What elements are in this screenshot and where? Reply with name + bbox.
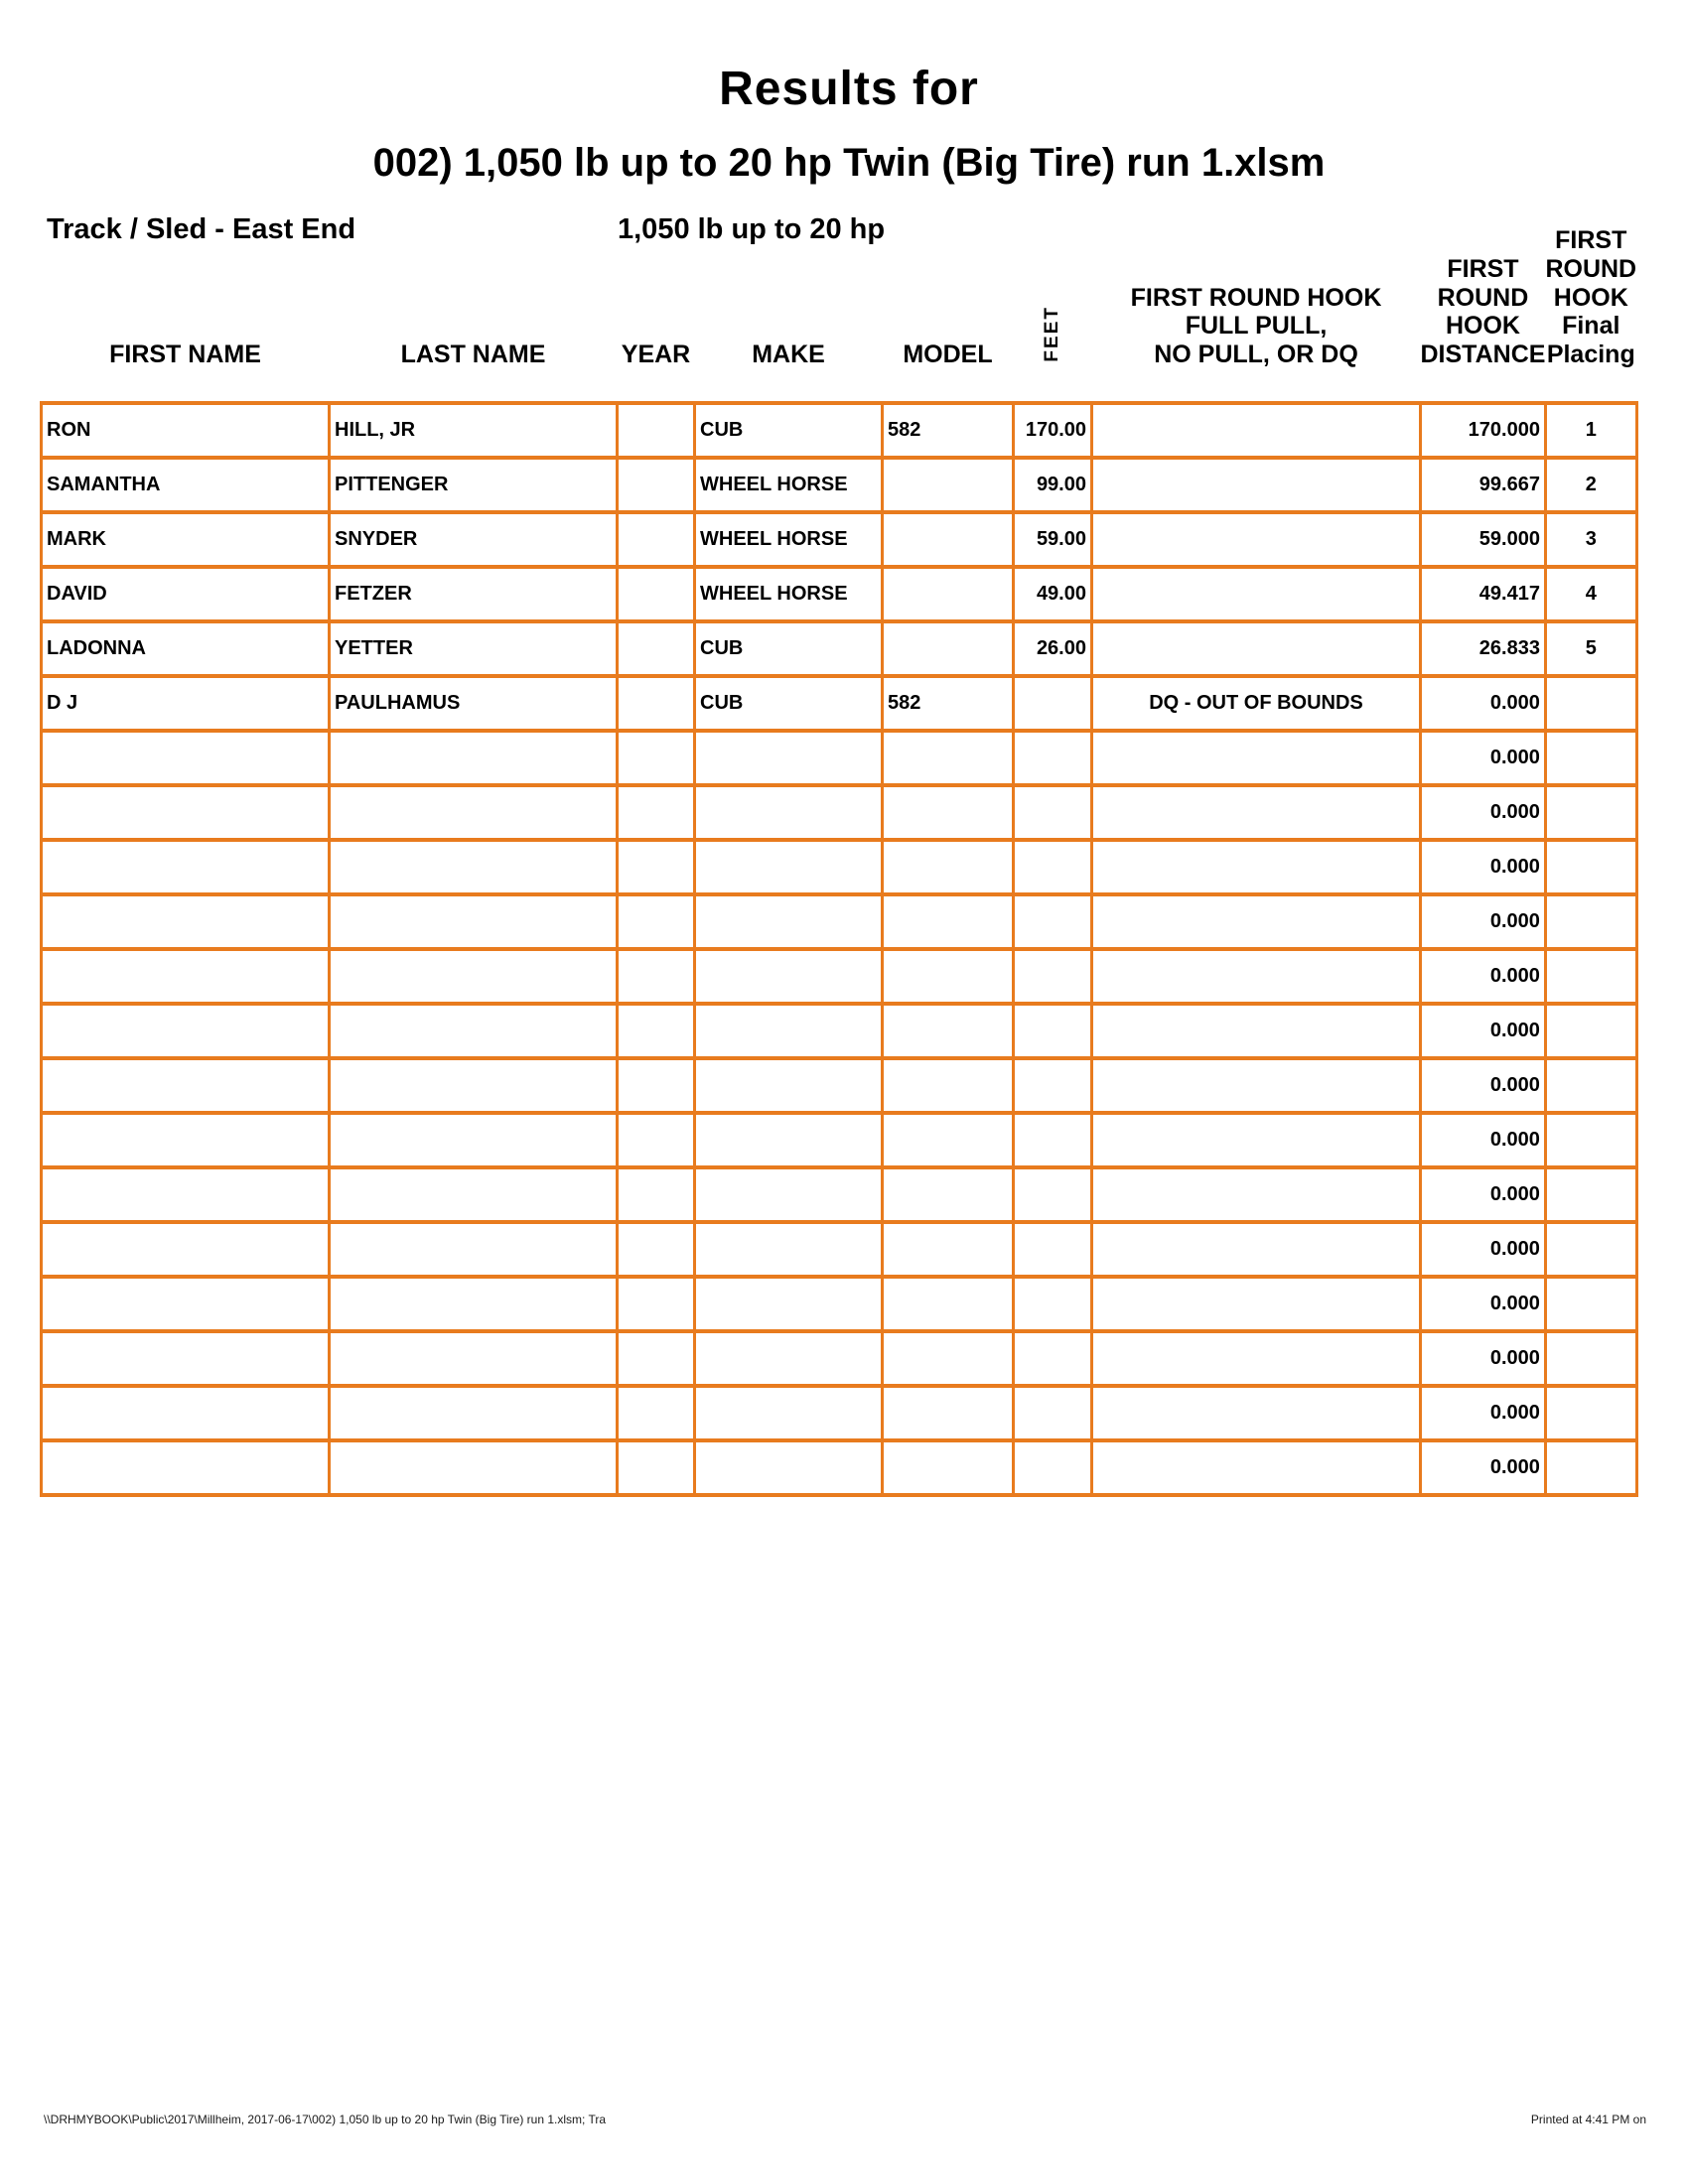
cell-hook-result [1092, 403, 1421, 458]
cell-model [883, 785, 1014, 840]
cell-make [695, 840, 883, 894]
cell-year [618, 458, 695, 512]
cell-hook-distance: 0.000 [1421, 894, 1546, 949]
final-placing-line: HOOK [1553, 283, 1628, 312]
cell-year [618, 731, 695, 785]
cell-last-name: PAULHAMUS [330, 676, 618, 731]
hook-distance-line: DISTANCE [1420, 341, 1546, 368]
table-row [42, 621, 1637, 676]
cell-final-placing [1545, 1004, 1636, 1058]
cell-make [695, 949, 883, 1004]
cell-hook-result [1092, 458, 1421, 512]
cell-hook-result [1092, 1004, 1421, 1058]
cell-model [883, 1331, 1014, 1386]
cell-last-name: SNYDER [330, 512, 618, 567]
table-row [42, 1058, 1637, 1113]
cell-make [695, 894, 883, 949]
cell-year [618, 1004, 695, 1058]
cell-make [695, 1222, 883, 1277]
cell-final-placing: 5 [1545, 621, 1636, 676]
table-row [42, 731, 1637, 785]
cell-first-name: D J [42, 676, 330, 731]
cell-hook-result [1092, 1331, 1421, 1386]
cell-hook-distance: 99.667 [1421, 458, 1546, 512]
cell-final-placing [1545, 949, 1636, 1004]
cell-hook-result [1092, 1058, 1421, 1113]
cell-hook-result [1092, 567, 1421, 621]
hook-distance-line: HOOK [1445, 312, 1520, 341]
cell-hook-distance: 0.000 [1421, 1113, 1546, 1167]
cell-make: WHEEL HORSE [695, 567, 883, 621]
cell-feet [1014, 949, 1092, 1004]
results-table [40, 226, 1638, 1497]
cell-year [618, 1386, 695, 1440]
cell-final-placing: 4 [1545, 567, 1636, 621]
table-row [42, 676, 1637, 731]
cell-last-name [330, 1058, 618, 1113]
cell-final-placing: 2 [1545, 458, 1636, 512]
cell-make: CUB [695, 621, 883, 676]
table-row [42, 894, 1637, 949]
cell-final-placing: 1 [1545, 403, 1636, 458]
cell-last-name [330, 731, 618, 785]
cell-final-placing [1545, 1386, 1636, 1440]
cell-last-name [330, 1440, 618, 1495]
cell-model [883, 621, 1014, 676]
cell-hook-distance: 0.000 [1421, 1331, 1546, 1386]
cell-hook-distance: 59.000 [1421, 512, 1546, 567]
cell-feet: 59.00 [1014, 512, 1092, 567]
cell-feet: 49.00 [1014, 567, 1092, 621]
cell-hook-distance: 0.000 [1421, 1277, 1546, 1331]
cell-last-name [330, 840, 618, 894]
cell-feet [1014, 1167, 1092, 1222]
cell-hook-distance: 170.000 [1421, 403, 1546, 458]
cell-year [618, 1440, 695, 1495]
table-row [42, 949, 1637, 1004]
cell-year [618, 1277, 695, 1331]
cell-year [618, 403, 695, 458]
cell-make: CUB [695, 403, 883, 458]
cell-feet [1014, 1058, 1092, 1113]
cell-hook-distance: 0.000 [1421, 785, 1546, 840]
cell-year [618, 894, 695, 949]
table-row [42, 403, 1637, 458]
cell-hook-distance: 49.417 [1421, 567, 1546, 621]
cell-last-name [330, 1386, 618, 1440]
hook-distance-line: FIRST [1447, 254, 1519, 283]
cell-feet [1014, 1222, 1092, 1277]
cell-feet: 99.00 [1014, 458, 1092, 512]
cell-final-placing [1545, 785, 1636, 840]
cell-model: 582 [883, 403, 1014, 458]
cell-make [695, 1386, 883, 1440]
footer-printed-at: Printed at 4:41 PM on [1530, 2113, 1646, 2126]
cell-last-name [330, 785, 618, 840]
cell-make [695, 785, 883, 840]
column-header-first-name: FIRST NAME [109, 341, 261, 368]
cell-model [883, 1058, 1014, 1113]
column-header-final-placing [1545, 226, 1636, 403]
cell-last-name [330, 894, 618, 949]
cell-model: 582 [883, 676, 1014, 731]
cell-model [883, 1386, 1014, 1440]
table-row [42, 840, 1637, 894]
footer-file-path: \\DRHMYBOOK\Public\2017\Millheim, 2017-06-17\002) 1,050 lb up to 20 hp Twin (Big Tire) run 1.xlsm; Tra [44, 2113, 607, 2126]
cell-last-name [330, 1113, 618, 1167]
cell-first-name [42, 785, 330, 840]
cell-feet [1014, 1113, 1092, 1167]
cell-model [883, 567, 1014, 621]
cell-hook-result [1092, 1222, 1421, 1277]
cell-year [618, 1058, 695, 1113]
cell-first-name [42, 1167, 330, 1222]
cell-first-name [42, 1331, 330, 1386]
page-subtitle: 002) 1,050 lb up to 20 hp Twin (Big Tire) run 1.xlsm [372, 141, 1326, 185]
cell-final-placing [1545, 1277, 1636, 1331]
cell-make [695, 1113, 883, 1167]
cell-hook-result [1092, 949, 1421, 1004]
table-row [42, 1004, 1637, 1058]
cell-first-name [42, 894, 330, 949]
cell-last-name [330, 949, 618, 1004]
header-row [42, 226, 1637, 403]
cell-first-name [42, 1440, 330, 1495]
cell-year [618, 676, 695, 731]
cell-feet: 26.00 [1014, 621, 1092, 676]
cell-year [618, 1222, 695, 1277]
cell-make [695, 1004, 883, 1058]
cell-year [618, 1167, 695, 1222]
track-sled-label: Track / Sled - East End [47, 213, 356, 245]
cell-hook-distance: 0.000 [1421, 949, 1546, 1004]
cell-last-name [330, 1277, 618, 1331]
hook-result-line: FIRST ROUND HOOK [1130, 283, 1382, 312]
cell-last-name [330, 1331, 618, 1386]
column-header-last-name: LAST NAME [400, 341, 546, 368]
column-header-year: YEAR [621, 341, 691, 368]
cell-first-name: DAVID [42, 567, 330, 621]
cell-final-placing [1545, 894, 1636, 949]
cell-year [618, 621, 695, 676]
cell-make: WHEEL HORSE [695, 458, 883, 512]
cell-model [883, 1113, 1014, 1167]
cell-model [883, 949, 1014, 1004]
cell-make [695, 1058, 883, 1113]
cell-make: WHEEL HORSE [695, 512, 883, 567]
cell-feet [1014, 676, 1092, 731]
cell-year [618, 840, 695, 894]
cell-feet: 170.00 [1014, 403, 1092, 458]
cell-feet [1014, 894, 1092, 949]
table-row [42, 567, 1637, 621]
cell-hook-result [1092, 512, 1421, 567]
cell-first-name: SAMANTHA [42, 458, 330, 512]
cell-feet [1014, 1440, 1092, 1495]
cell-model [883, 840, 1014, 894]
cell-make [695, 731, 883, 785]
cell-model [883, 1004, 1014, 1058]
hook-distance-line: ROUND [1437, 283, 1529, 312]
cell-first-name [42, 1004, 330, 1058]
cell-last-name: PITTENGER [330, 458, 618, 512]
column-header-hook-distance [1421, 226, 1546, 403]
cell-hook-result: DQ - OUT OF BOUNDS [1092, 676, 1421, 731]
cell-model [883, 458, 1014, 512]
cell-first-name [42, 1277, 330, 1331]
table-row [42, 785, 1637, 840]
cell-feet [1014, 1004, 1092, 1058]
cell-year [618, 1331, 695, 1386]
cell-hook-distance: 0.000 [1421, 1058, 1546, 1113]
cell-hook-result [1092, 785, 1421, 840]
cell-hook-distance: 0.000 [1421, 1440, 1546, 1495]
table-row [42, 512, 1637, 567]
hook-result-line: NO PULL, OR DQ [1154, 341, 1358, 368]
cell-first-name [42, 1386, 330, 1440]
cell-model [883, 512, 1014, 567]
column-header-model: MODEL [903, 341, 993, 368]
final-placing-line: Final [1562, 312, 1620, 341]
cell-final-placing [1545, 1058, 1636, 1113]
cell-year [618, 785, 695, 840]
column-header-hook-result [1092, 226, 1421, 403]
cell-model [883, 731, 1014, 785]
cell-feet [1014, 1331, 1092, 1386]
cell-final-placing [1545, 731, 1636, 785]
cell-hook-result [1092, 1277, 1421, 1331]
cell-hook-result [1092, 621, 1421, 676]
cell-final-placing [1545, 1222, 1636, 1277]
cell-final-placing [1545, 1113, 1636, 1167]
cell-last-name [330, 1222, 618, 1277]
page-title: Results for [719, 63, 979, 115]
final-placing-line: ROUND [1545, 254, 1637, 283]
cell-last-name: FETZER [330, 567, 618, 621]
cell-model [883, 1440, 1014, 1495]
cell-feet [1014, 840, 1092, 894]
cell-feet [1014, 785, 1092, 840]
cell-last-name: HILL, JR [330, 403, 618, 458]
cell-final-placing [1545, 1331, 1636, 1386]
cell-hook-result [1092, 731, 1421, 785]
cell-model [883, 1222, 1014, 1277]
cell-model [883, 1167, 1014, 1222]
cell-feet [1014, 1386, 1092, 1440]
hook-result-line: FULL PULL, [1185, 312, 1328, 341]
cell-hook-result [1092, 1386, 1421, 1440]
cell-hook-distance: 26.833 [1421, 621, 1546, 676]
cell-last-name [330, 1004, 618, 1058]
cell-make [695, 1331, 883, 1386]
cell-hook-result [1092, 1167, 1421, 1222]
cell-year [618, 1113, 695, 1167]
cell-hook-distance: 0.000 [1421, 1386, 1546, 1440]
final-placing-line: FIRST [1555, 226, 1627, 254]
weight-class-label: 1,050 lb up to 20 hp [618, 213, 886, 245]
cell-make [695, 1167, 883, 1222]
cell-hook-distance: 0.000 [1421, 840, 1546, 894]
cell-final-placing [1545, 1167, 1636, 1222]
cell-hook-result [1092, 840, 1421, 894]
cell-first-name: LADONNA [42, 621, 330, 676]
cell-feet [1014, 1277, 1092, 1331]
cell-hook-distance: 0.000 [1421, 1167, 1546, 1222]
cell-final-placing [1545, 840, 1636, 894]
table-row [42, 458, 1637, 512]
table-row [42, 1440, 1637, 1495]
table-row [42, 1331, 1637, 1386]
cell-feet [1014, 731, 1092, 785]
cell-hook-distance: 0.000 [1421, 1222, 1546, 1277]
table-row [42, 1113, 1637, 1167]
column-header-make: MAKE [752, 341, 825, 368]
cell-year [618, 567, 695, 621]
cell-year [618, 512, 695, 567]
cell-first-name [42, 949, 330, 1004]
final-placing-line: Placing [1546, 341, 1635, 368]
cell-year [618, 949, 695, 1004]
cell-hook-distance: 0.000 [1421, 731, 1546, 785]
cell-hook-distance: 0.000 [1421, 1004, 1546, 1058]
cell-last-name: YETTER [330, 621, 618, 676]
cell-last-name [330, 1167, 618, 1222]
feet-vertical-label: FEET [1042, 306, 1063, 362]
cell-first-name: RON [42, 403, 330, 458]
table-row [42, 1167, 1637, 1222]
table-row [42, 1386, 1637, 1440]
cell-model [883, 894, 1014, 949]
cell-final-placing [1545, 676, 1636, 731]
cell-hook-result [1092, 1440, 1421, 1495]
cell-hook-result [1092, 1113, 1421, 1167]
cell-make [695, 1440, 883, 1495]
cell-first-name: MARK [42, 512, 330, 567]
cell-first-name [42, 840, 330, 894]
cell-make [695, 1277, 883, 1331]
cell-make: CUB [695, 676, 883, 731]
column-header-feet [1014, 226, 1092, 403]
cell-final-placing [1545, 1440, 1636, 1495]
cell-final-placing: 3 [1545, 512, 1636, 567]
cell-first-name [42, 731, 330, 785]
cell-model [883, 1277, 1014, 1331]
table-row [42, 1277, 1637, 1331]
cell-first-name [42, 1058, 330, 1113]
results-table-body [42, 403, 1637, 1495]
cell-first-name [42, 1222, 330, 1277]
cell-hook-result [1092, 894, 1421, 949]
table-row [42, 1222, 1637, 1277]
cell-hook-distance: 0.000 [1421, 676, 1546, 731]
cell-first-name [42, 1113, 330, 1167]
